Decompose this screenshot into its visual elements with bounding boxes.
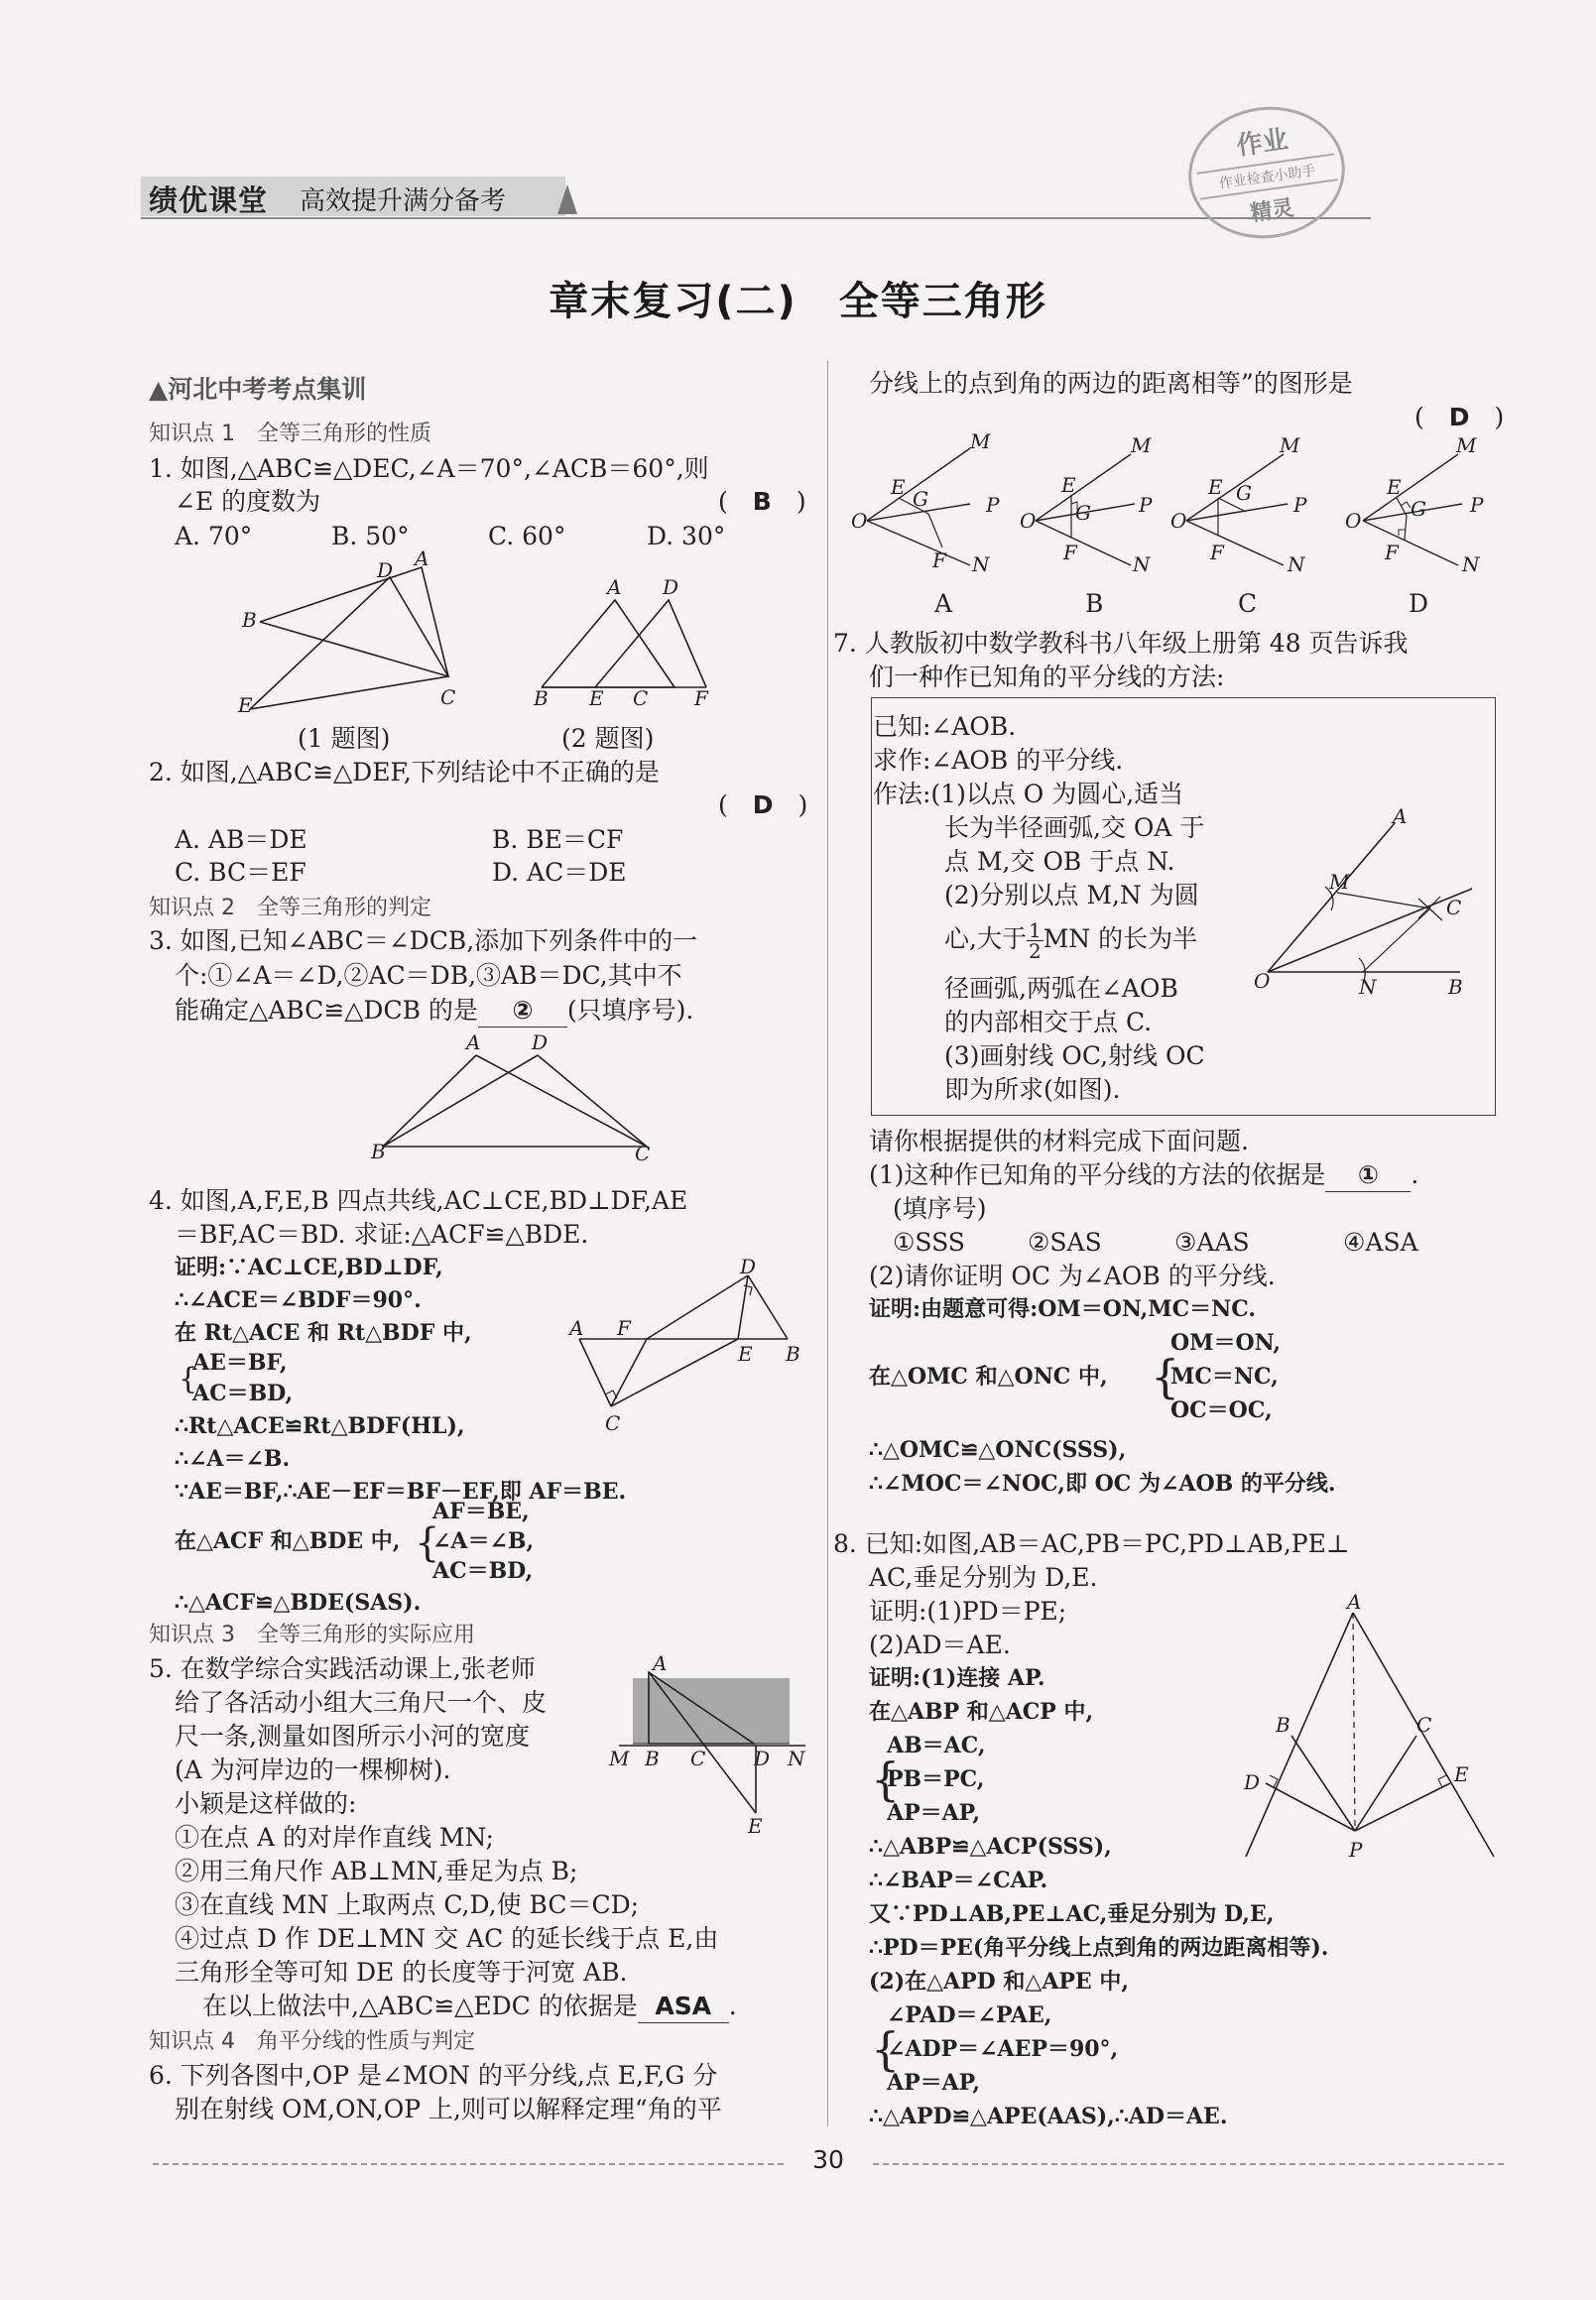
q5-line4: (A 为河岸边的一棵柳树). xyxy=(175,1755,451,1784)
svg-text:N: N xyxy=(788,1747,805,1770)
svg-text:P: P xyxy=(986,493,1000,517)
knowledge-point-1: 知识点 1 全等三角形的性质 xyxy=(149,422,431,446)
svg-text:P: P xyxy=(1293,493,1307,517)
q6-figure-c xyxy=(1170,433,1317,576)
half-fraction: $\frac{1}{2}$ xyxy=(1028,918,1042,963)
svg-text:O: O xyxy=(1254,969,1271,993)
q2-line1: 2. 如图,△ABC≌△DEF,下列结论中不正确的是 xyxy=(149,758,660,787)
svg-text:G: G xyxy=(1236,481,1252,505)
svg-text:F: F xyxy=(617,1316,631,1340)
svg-text:A: A xyxy=(415,546,430,570)
column-divider xyxy=(827,361,828,2126)
q5-line9: ④过点 D 作 DE⊥MN 交 AC 的延长线于点 E,由 xyxy=(175,1924,719,1953)
q5-line5: 小颖是这样做的: xyxy=(175,1789,357,1818)
q6-label-d: D xyxy=(1409,589,1429,618)
q5-line2: 给了各活动小组大三角尺一个、皮 xyxy=(175,1688,548,1717)
svg-text:D: D xyxy=(532,1030,549,1054)
q2-option-b: B. BE＝CF xyxy=(492,825,624,854)
q4-proof-2: ∴∠ACE＝∠BDF＝90°. xyxy=(175,1287,422,1313)
q1-figure-caption: (1 题图) xyxy=(298,724,391,753)
footer-rule-right xyxy=(873,2163,1504,2165)
q7-question2: (2)请你证明 OC 为∠AOB 的平分线. xyxy=(869,1262,1276,1290)
svg-text:B: B xyxy=(786,1342,800,1366)
svg-text:B: B xyxy=(371,1140,386,1163)
q5-line6: ①在点 A 的对岸作直线 MN; xyxy=(175,1823,494,1852)
svg-text:F: F xyxy=(1063,541,1077,564)
svg-text:C: C xyxy=(633,686,649,710)
knowledge-point-3: 知识点 3 全等三角形的实际应用 xyxy=(149,1623,475,1647)
stamp-top: 作业 xyxy=(1234,124,1290,162)
q4-proof-7: ∴∠A＝∠B. xyxy=(175,1446,291,1472)
svg-text:D: D xyxy=(377,558,394,582)
svg-text:C: C xyxy=(1446,896,1462,919)
q1-option-b: B. 50° xyxy=(331,522,410,550)
q3-figure xyxy=(367,1030,665,1165)
q2-figure xyxy=(526,575,724,710)
svg-text:E: E xyxy=(748,1814,763,1838)
q8-proof-14: ∴△APD≌△APE(AAS),∴AD＝AE. xyxy=(869,2104,1228,2129)
knowledge-point-2: 知识点 2 全等三角形的判定 xyxy=(149,896,431,920)
q4-figure xyxy=(565,1255,803,1436)
q6-figure-b xyxy=(1002,433,1153,576)
q7-line2: 们一种作已知角的平分线的方法: xyxy=(869,663,1225,691)
q7-box-11: 即为所求(如图). xyxy=(944,1075,1121,1104)
q4-proof-10: AF＝BE, xyxy=(432,1499,530,1524)
svg-text:N: N xyxy=(1288,552,1305,576)
q4-proof-12: AC＝BD, xyxy=(432,1558,534,1584)
svg-text:D: D xyxy=(754,1747,771,1770)
header-brand: 绩优课堂 xyxy=(149,183,269,217)
q8-line4: (2)AD＝AE. xyxy=(869,1631,1011,1659)
q7-option-4: ④ASA xyxy=(1343,1228,1418,1257)
q8-proof-11: ∠PAD＝∠PAE, xyxy=(887,2002,1052,2028)
q4-proof-3: 在 Rt△ACE 和 Rt△BDF 中, xyxy=(175,1320,472,1346)
svg-text:F: F xyxy=(932,548,946,572)
q8-brace-1: { xyxy=(871,1753,901,1806)
q7-option-1: ①SSS xyxy=(893,1228,965,1257)
q8-line3: 证明:(1)PD＝PE; xyxy=(869,1597,1067,1626)
svg-text:N: N xyxy=(1133,552,1151,576)
triangle-icon: ▲ xyxy=(149,375,169,404)
q8-brace-2: { xyxy=(871,2022,901,2076)
q5-line3: 尺一条,测量如图所示小河的宽度 xyxy=(175,1722,530,1751)
q5-figure xyxy=(607,1651,815,1838)
q6-line3: 分线上的点到角的两边的距离相等”的图形是 xyxy=(869,369,1353,398)
q8-proof-13: AP＝AP, xyxy=(887,2070,981,2096)
q1-line2: ∠E 的度数为 xyxy=(175,487,321,516)
svg-text:E: E xyxy=(1208,475,1223,499)
q4-proof-1: 证明:∵AC⊥CE,BD⊥DF, xyxy=(175,1255,443,1280)
svg-text:E: E xyxy=(738,1342,753,1366)
svg-text:N: N xyxy=(1359,975,1377,999)
svg-text:B: B xyxy=(534,686,549,710)
svg-text:A: A xyxy=(653,1651,668,1675)
q5-line10: 三角形全等可知 DE 的长度等于河宽 AB. xyxy=(175,1958,628,1987)
q8-proof-1: 证明:(1)连接 AP. xyxy=(869,1665,1045,1691)
q4-brace-2: { xyxy=(415,1520,440,1566)
q8-proof-3: AB＝AC, xyxy=(887,1733,986,1758)
svg-text:A: A xyxy=(607,575,622,599)
q4-proof-4: AE＝BF, xyxy=(192,1350,288,1376)
q6-figure-a xyxy=(851,429,1000,576)
q8-proof-7: ∴∠BAP＝∠CAP. xyxy=(869,1868,1048,1893)
q2-answer-bracket: ( D ) xyxy=(718,790,808,819)
q1-answer-bracket: ( B ) xyxy=(718,487,806,516)
q1-option-a: A. 70° xyxy=(175,522,253,550)
svg-text:C: C xyxy=(635,1142,651,1165)
svg-text:E: E xyxy=(589,686,604,710)
page-number: 30 xyxy=(812,2145,844,2174)
q1-option-c: C. 60° xyxy=(488,522,566,550)
q6-answer-bracket: ( D ) xyxy=(1414,403,1505,431)
footer-rule-left xyxy=(153,2163,784,2165)
svg-text:C: C xyxy=(440,685,456,709)
q8-proof-4: PB＝PC, xyxy=(887,1766,985,1792)
svg-text:N: N xyxy=(972,552,990,576)
svg-text:E: E xyxy=(891,475,906,499)
q8-proof-2: 在△ABP 和△ACP 中, xyxy=(869,1699,1094,1725)
q3-line3: 能确定△ABC≌△DCB 的是 ② (只填序号). xyxy=(175,994,693,1028)
svg-text:C: C xyxy=(605,1411,621,1435)
q8-proof-5: AP＝AP, xyxy=(887,1800,981,1826)
q5-line7: ②用三角尺作 AB⊥MN,垂足为点 B; xyxy=(175,1857,578,1885)
q8-proof-10: (2)在△APD 和△APE 中, xyxy=(869,1969,1130,1995)
knowledge-point-4: 知识点 4 角平分线的性质与判定 xyxy=(149,2029,475,2054)
q7-brace: { xyxy=(1151,1350,1180,1403)
svg-text:G: G xyxy=(1411,497,1426,521)
q7-question1-note: (填序号) xyxy=(893,1194,987,1223)
q1-figure xyxy=(238,546,476,717)
q6-label-a: A xyxy=(934,589,953,618)
svg-text:O: O xyxy=(851,509,868,533)
svg-text:E: E xyxy=(1454,1762,1469,1786)
svg-text:M: M xyxy=(609,1747,630,1770)
q7-box-1: 已知:∠AOB. xyxy=(873,712,1017,741)
q4-proof-8: ∵AE＝BF,∴AE－EF＝BF－EF,即 AF＝BE. xyxy=(175,1479,627,1505)
svg-text:M: M xyxy=(970,429,991,453)
q7-proof-4: MC＝NC, xyxy=(1170,1364,1279,1390)
q7-line1: 7. 人教版初中数学教科书八年级上册第 48 页告诉我 xyxy=(833,629,1409,658)
q7-proof-1: 证明:由题意可得:OM＝ON,MC＝NC. xyxy=(869,1296,1257,1322)
q8-figure xyxy=(1226,1590,1504,1875)
svg-text:G: G xyxy=(1075,501,1091,525)
q4-proof-13: ∴△ACF≌△BDE(SAS). xyxy=(175,1590,422,1616)
svg-text:E: E xyxy=(238,693,253,717)
svg-text:B: B xyxy=(645,1747,660,1770)
q2-option-a: A. AB＝DE xyxy=(175,825,307,854)
svg-text:E: E xyxy=(1387,475,1402,499)
stamp-bottom: 精灵 xyxy=(1248,195,1296,227)
svg-text:B: B xyxy=(242,608,257,632)
svg-text:M: M xyxy=(1280,433,1300,457)
svg-text:C: C xyxy=(690,1747,706,1770)
q7-figure xyxy=(1252,804,1490,1002)
homework-stamp xyxy=(1180,97,1354,249)
q6-label-b: B xyxy=(1085,589,1104,618)
svg-text:A: A xyxy=(569,1316,584,1340)
q6-figure-d xyxy=(1345,433,1492,576)
svg-text:G: G xyxy=(913,487,928,511)
q2-figure-caption: (2 题图) xyxy=(561,724,655,753)
svg-text:O: O xyxy=(1170,509,1187,533)
q5-line1: 5. 在数学综合实践活动课上,张老师 xyxy=(149,1654,536,1683)
q8-proof-8: 又∵PD⊥AB,PE⊥AC,垂足分别为 D,E, xyxy=(869,1901,1275,1927)
svg-text:A: A xyxy=(1347,1590,1362,1614)
svg-text:B: B xyxy=(1276,1713,1290,1737)
q2-option-d: D. AC＝DE xyxy=(492,858,627,887)
q4-proof-9: 在△ACF 和△BDE 中, xyxy=(175,1528,401,1554)
q7-box-6: (2)分别以点 M,N 为圆 xyxy=(944,881,1199,909)
q4-line2: ＝BF,AC＝BD. 求证:△ACF≌△BDE. xyxy=(175,1220,589,1249)
q7-box-5: 点 M,交 OB 于点 N. xyxy=(944,847,1175,876)
svg-text:F: F xyxy=(694,686,708,710)
svg-text:D: D xyxy=(740,1255,757,1278)
svg-text:N: N xyxy=(1462,552,1480,576)
svg-text:M: M xyxy=(1456,433,1477,457)
q8-proof-12: ∠ADP＝∠AEP＝90°, xyxy=(887,2036,1119,2062)
q7-proof-3: OM＝ON, xyxy=(1170,1330,1282,1356)
q3-line2: 个:①∠A＝∠D,②AC＝DB,③AB＝DC,其中不 xyxy=(175,961,682,990)
q1-option-d: D. 30° xyxy=(647,522,726,550)
header-subtitle: 高效提升满分备考 xyxy=(300,186,507,216)
q7-box-2: 求作:∠AOB 的平分线. xyxy=(873,746,1124,775)
q4-brace-1: { xyxy=(179,1362,198,1396)
q7-box-3: 作法:(1)以点 O 为圆心,适当 xyxy=(873,780,1184,808)
header-rule xyxy=(141,217,1371,219)
q4-proof-11: ∠A＝∠B, xyxy=(432,1528,535,1554)
q3-line1: 3. 如图,已知∠ABC＝∠DCB,添加下列条件中的一 xyxy=(149,926,698,955)
q7-box-4: 长为半径画弧,交 OA 于 xyxy=(944,813,1205,842)
q5-line8: ③在直线 MN 上取两点 C,D,使 BC＝CD; xyxy=(175,1890,640,1919)
q7-option-2: ②SAS xyxy=(1028,1228,1102,1257)
svg-text:O: O xyxy=(1020,509,1037,533)
q1-line1: 1. 如图,△ABC≌△DEC,∠A＝70°,∠ACB＝60°,则 xyxy=(149,454,709,483)
q4-line1: 4. 如图,A,F,E,B 四点共线,AC⊥CE,BD⊥DF,AE xyxy=(149,1186,688,1215)
q5-last-line: 在以上做法中,△ABC≌△EDC 的依据是 ASA . xyxy=(202,1990,737,2023)
q7-question1: (1)这种作已知角的平分线的方法的依据是 ① . xyxy=(869,1158,1418,1192)
svg-text:M: M xyxy=(1329,870,1350,894)
svg-text:P: P xyxy=(1349,1838,1363,1862)
q7-proof-5: OC＝OC, xyxy=(1170,1397,1273,1423)
q7-proof-7: ∴∠MOC＝∠NOC,即 OC 为∠AOB 的平分线. xyxy=(869,1471,1336,1497)
q7-box-7: 心,大于 $\frac{1}{2}$ MN 的长为半 xyxy=(944,918,1198,963)
q7-box-8: 径画弧,两弧在∠AOB xyxy=(944,974,1178,1003)
svg-text:P: P xyxy=(1139,493,1153,517)
svg-text:A: A xyxy=(1393,804,1408,828)
q8-proof-9: ∴PD＝PE(角平分线上点到角的两边距离相等). xyxy=(869,1935,1329,1961)
q6-line1: 6. 下列各图中,OP 是∠MON 的平分线,点 E,F,G 分 xyxy=(149,2061,718,2090)
q7-option-3: ③AAS xyxy=(1174,1228,1250,1257)
svg-text:M: M xyxy=(1131,433,1152,457)
q8-line1: 8. 已知:如图,AB＝AC,PB＝PC,PD⊥AB,PE⊥ xyxy=(833,1529,1350,1558)
q7-proof-6: ∴△OMC≌△ONC(SSS), xyxy=(869,1437,1127,1463)
svg-text:C: C xyxy=(1416,1713,1432,1737)
svg-text:A: A xyxy=(466,1030,481,1054)
header-triangle-icon xyxy=(555,179,579,218)
q6-line2: 别在射线 OM,ON,OP 上,则可以解释定理“角的平 xyxy=(175,2095,722,2123)
svg-text:E: E xyxy=(1061,473,1076,497)
svg-text:F: F xyxy=(1210,541,1224,564)
svg-text:D: D xyxy=(663,575,679,599)
svg-text:F: F xyxy=(1385,541,1399,564)
q7-box-9: 的内部相交于点 C. xyxy=(944,1008,1153,1036)
svg-text:D: D xyxy=(1244,1770,1261,1794)
q8-proof-6: ∴△ABP≌△ACP(SSS), xyxy=(869,1834,1112,1860)
svg-text:P: P xyxy=(1470,493,1484,517)
q7-box-10: (3)画射线 OC,射线 OC xyxy=(944,1041,1205,1070)
svg-text:O: O xyxy=(1345,509,1362,533)
q7-proof-2: 在△OMC 和△ONC 中, xyxy=(869,1364,1108,1390)
q2-option-c: C. BC＝EF xyxy=(175,858,307,887)
page-title: 章末复习(二) 全等三角形 xyxy=(549,279,1047,324)
stamp-mid: 作业检查小助手 xyxy=(1196,153,1338,199)
q8-line2: AC,垂足分别为 D,E. xyxy=(869,1563,1098,1592)
section-title: ▲河北中考考点集训 xyxy=(149,375,367,404)
q7-after: 请你根据提供的材料完成下面问题. xyxy=(869,1127,1249,1155)
svg-text:B: B xyxy=(1448,975,1463,999)
q4-proof-6: ∴Rt△ACE≌Rt△BDF(HL), xyxy=(175,1413,465,1439)
q4-proof-5: AC＝BD, xyxy=(192,1381,294,1406)
q6-label-c: C xyxy=(1238,589,1258,618)
